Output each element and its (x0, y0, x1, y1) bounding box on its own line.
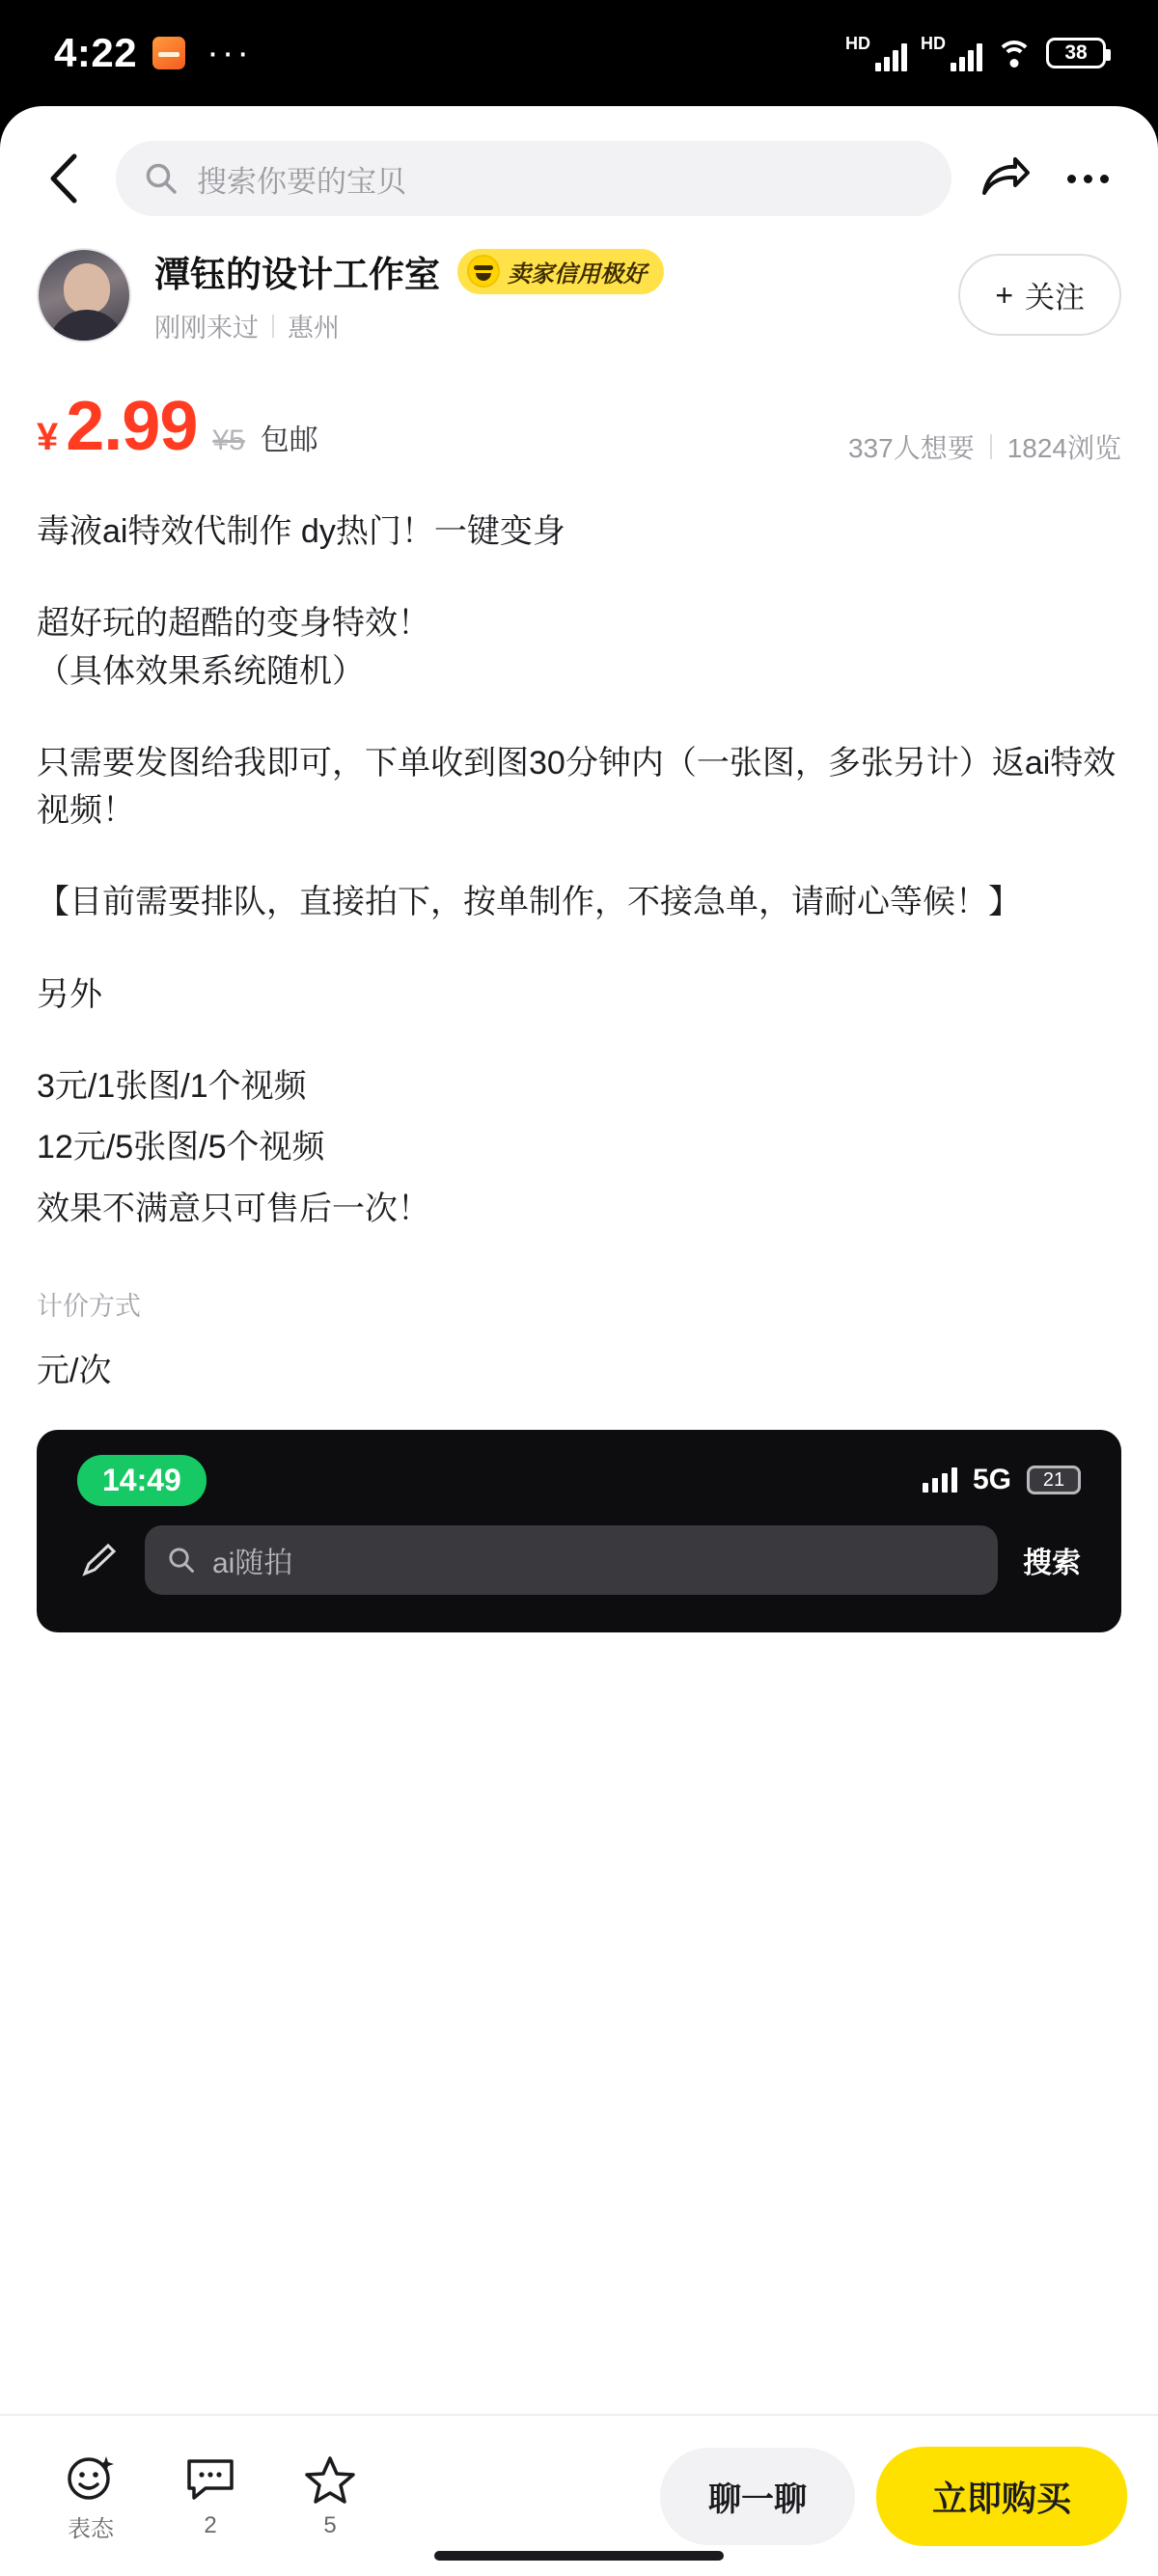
price-block (37, 387, 318, 466)
seller-last-active: 刚刚来过 (154, 314, 259, 343)
pricing-method-label: 计价方式 (37, 1291, 141, 1321)
search-icon (145, 162, 178, 195)
pencil-icon (77, 1539, 120, 1581)
seller-name: 潭钰的设计工作室 (154, 255, 440, 294)
smiley-icon (467, 255, 500, 288)
wifi-icon (996, 39, 1033, 68)
media-signal-icon (923, 1467, 957, 1493)
desc-price-lines (37, 1063, 1121, 1233)
media-status-bar (37, 1430, 1121, 1506)
seller-info (154, 245, 935, 344)
buy-now-button[interactable]: 立即购买 (876, 2447, 1127, 2546)
avatar[interactable] (37, 248, 131, 343)
desc-paragraph-1: 毒液ai特效代制作 dy热门！一键变身 (37, 513, 565, 550)
media-network-label: 5G (972, 1464, 1011, 1496)
signal-icon-2 (921, 35, 982, 71)
hd-label-2: HD (921, 34, 946, 53)
desc-paragraph-5: 【目前需要排队，直接拍下，按单制作，不接急单，请耐心等候！】 (37, 884, 1021, 921)
battery-icon (1046, 38, 1106, 69)
media-search-input (145, 1525, 998, 1595)
follow-button-label: 关注 (1025, 281, 1085, 315)
seller-location: 惠州 (288, 314, 340, 343)
media-time: 14:49 (77, 1455, 207, 1506)
top-nav (0, 106, 1158, 230)
star-icon (303, 2453, 357, 2507)
more-horizontal-icon[interactable] (1058, 175, 1117, 183)
desc-paragraph-3: （具体效果系统随机） (37, 652, 365, 690)
stats-block (848, 427, 1121, 466)
status-bar-right (845, 35, 1106, 71)
favorite-button[interactable] (270, 2453, 390, 2539)
signal-bars-1 (875, 42, 907, 71)
share-icon[interactable] (975, 149, 1034, 208)
favorite-count: 5 (323, 2512, 337, 2538)
page-content (0, 106, 1158, 2576)
currency-symbol: ¥ (37, 416, 59, 458)
desc-price-line-2: 12元/5张图/5个视频 (37, 1129, 325, 1166)
reaction-label: 表态 (68, 2515, 114, 2542)
signal-icon-1 (845, 35, 907, 71)
seller-header[interactable] (0, 230, 1158, 354)
status-time: 4:22 (54, 30, 138, 75)
follow-button[interactable] (958, 254, 1121, 336)
status-overflow-icon: ··· (207, 33, 253, 73)
desc-paragraph-6: 另外 (37, 975, 102, 1013)
search-input[interactable] (116, 141, 951, 216)
divider (272, 315, 274, 338)
status-bar (0, 0, 1158, 106)
media-search-text: ai随拍 (212, 1547, 293, 1579)
comment-button[interactable] (151, 2453, 270, 2539)
plus-icon: + (995, 277, 1013, 313)
price-row (0, 354, 1158, 474)
pricing-method-value: 元/次 (37, 1352, 112, 1389)
media-search-row (37, 1525, 1121, 1595)
desc-price-line-3: 效果不满意只可售后一次！ (37, 1190, 430, 1227)
want-count: 337人想要 (847, 433, 975, 463)
seller-name-row (154, 245, 935, 297)
emoji-reaction-icon (65, 2450, 117, 2504)
battery-level: 38 (1064, 41, 1088, 64)
price-amount: 2.99 (66, 388, 198, 465)
divider (990, 434, 992, 459)
comment-count: 2 (204, 2512, 217, 2538)
seller-meta (154, 307, 935, 344)
view-count: 1824浏览 (1006, 433, 1121, 463)
media-battery-icon: 21 (1027, 1466, 1081, 1494)
status-bar-left (54, 30, 252, 76)
home-indicator (434, 2551, 724, 2561)
reaction-button[interactable] (31, 2450, 151, 2543)
hd-label-1: HD (845, 34, 870, 53)
item-description (0, 474, 1158, 1233)
chevron-left-icon[interactable] (37, 151, 93, 206)
media-search-button: 搜索 (1023, 1547, 1081, 1579)
desc-paragraph-4: 只需要发图给我即可，下单收到图30分钟内（一张图，多张另计）返ai特效视频！ (37, 744, 1117, 830)
media-preview[interactable] (37, 1430, 1121, 1632)
notes-icon (152, 37, 185, 69)
pricing-method (0, 1247, 1158, 1391)
search-placeholder: 搜索你要的宝贝 (197, 164, 406, 199)
comment-icon (184, 2453, 236, 2507)
status-badge-label: 卖家信用极好 (508, 260, 647, 288)
shipping-label: 包邮 (260, 425, 318, 456)
status-badge (457, 249, 664, 294)
signal-bars-2 (951, 42, 982, 71)
desc-price-line-1: 3元/1张图/1个视频 (37, 1068, 307, 1106)
price-original: ¥5 (212, 425, 245, 456)
chat-button[interactable]: 聊一聊 (660, 2448, 855, 2545)
desc-paragraph-2: 超好玩的超酷的变身特效！ (37, 605, 430, 643)
media-status-right (923, 1464, 1081, 1496)
